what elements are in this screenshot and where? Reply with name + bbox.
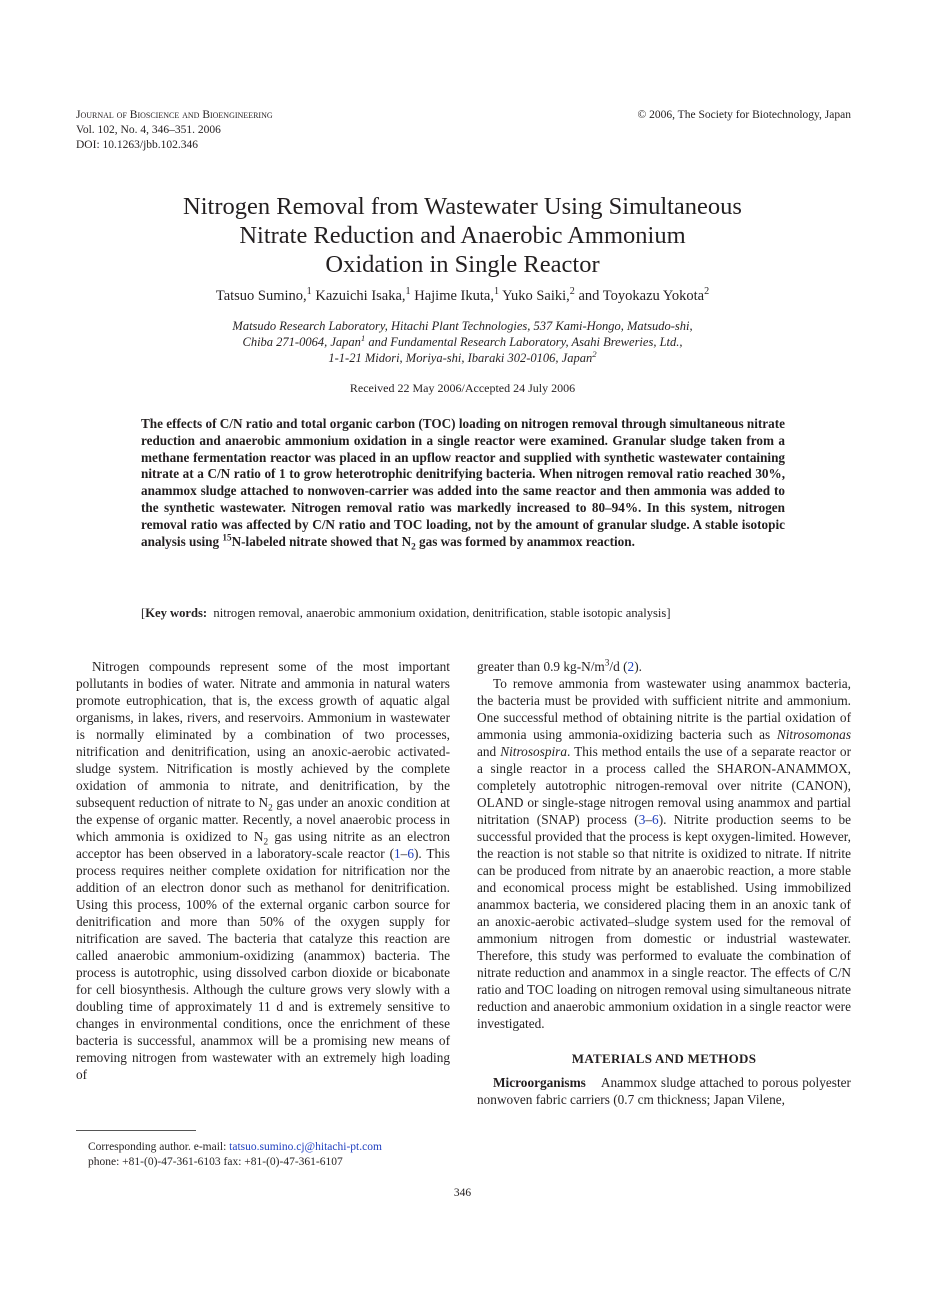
contact-phone-fax: phone: +81-(0)-47-361-6103 fax: +81-(0)-47-361-6107 xyxy=(88,1155,343,1168)
corresponding-author-footnote: Corresponding author. e-mail: tatsuo.sumino.cj@hitachi-pt.com phone: +81-(0)-47-361-6103 fax: +81-(0)-47-361-6107 xyxy=(88,1141,382,1168)
right-column xyxy=(477,658,851,1108)
doi-line: DOI: 10.1263/jbb.102.346 xyxy=(76,139,199,151)
body-paragraph: To remove ammonia from wastewater using anammox bacteria, the bacteria must be provided with sufficient nitrite and ammonium. One successful method of obtaining nitrite is the partial oxidation of ammonia using ammonia-oxidizing bacteria such as Nitrosomonas and Nitrosospira. This method entails the use of a separate reactor or a single reactor in a process called the SHARON-ANAMMOX, completely autotrophic nitrogen-removal over nitrite (CANON), OLAND or single-stage nitrogen removal using anammox and partial nitritation (SNAP) process (3–6). Nitrite production seems to be successful provided that the process is kept oxygen-limited. However, the reaction is not stable so that nitrite is oxidized to nitrate. If nitrite can be produced from nitrate by an anaerobic reaction, a more stable and economical process might be established. Using immobilized anammox bacteria, we considered placing them in an anoxic tank of an anoxic-aerobic activated–sludge system used for the removal of ammonium nitrogen from domestic or industrial wastewater. Therefore, this study was performed to evaluate the combination of nitrate reduction and anammox in a single reactor. The effects of C/N ratio and TOC loading on nitrogen removal using simultaneous nitrate reduction and anaerobic ammonium oxidation in a single reactor were investigated. xyxy=(477,676,852,1031)
reference-link[interactable]: 1 xyxy=(394,846,401,861)
keywords-text: nitrogen removal, anaerobic ammonium oxidation, denitrification, stable isotopic analysis xyxy=(213,606,667,620)
title-line-2: Nitrate Reduction and Anaerobic Ammonium xyxy=(239,222,686,249)
journal-name: Journal of Bioscience and Bioengineering xyxy=(76,109,273,121)
left-column xyxy=(76,658,450,1083)
affiliation-line-2: Chiba 271-0064, Japan$^1$ and Fundamental Research Laboratory, Asahi Breweries, Ltd., xyxy=(242,332,683,349)
author-email-link[interactable]: tatsuo.sumino.cj@hitachi-pt.com xyxy=(229,1141,382,1153)
author-name: Tatsuo Sumino, xyxy=(215,288,307,304)
title-line-3: Oxidation in Single Reactor xyxy=(325,251,600,278)
keywords-label: Key words: xyxy=(145,606,208,620)
reference-link[interactable]: 6 xyxy=(652,812,659,827)
author-affiliation-mark: 1 xyxy=(405,286,411,298)
author-affiliation-mark: 2 xyxy=(569,286,575,298)
affiliation-line-3: 1-1-21 Midori, Moriya-shi, Ibaraki 302-0106, Japan$^2$ xyxy=(328,348,597,365)
page-number: 346 xyxy=(453,1187,472,1199)
reference-link[interactable]: 3 xyxy=(638,812,646,827)
author-affiliation-mark: 1 xyxy=(306,286,312,298)
volume-line: Vol. 102, No. 4, 346–351. 2006 xyxy=(76,124,221,136)
author-name: Hajime Ikuta, xyxy=(414,288,494,304)
keywords: [Key words: nitrogen removal, anaerobic ammonium oxidation, denitrification, stable isotopic analysis] xyxy=(141,606,671,620)
affiliations xyxy=(0,318,925,366)
reference-link[interactable]: 2 xyxy=(627,659,635,674)
section-heading-methods: MATERIALS AND METHODS xyxy=(571,1051,757,1066)
author-name: Kazuichi Isaka, xyxy=(315,288,406,304)
author-affiliation-mark: 1 xyxy=(493,286,500,298)
affiliation-line-1: Matsudo Research Laboratory, Hitachi Plant Technologies, 537 Kami-Hongo, Matsudo-shi, xyxy=(232,319,693,333)
title-line-1: Nitrogen Removal from Wastewater Using Simultaneous xyxy=(183,193,742,220)
reference-link[interactable]: 6 xyxy=(407,846,414,861)
received-dates: Received 22 May 2006/Accepted 24 July 2006 xyxy=(349,381,576,395)
author-list xyxy=(0,288,925,305)
author-affiliation-mark: 2 xyxy=(704,286,710,298)
copyright-line: © 2006, The Society for Biotechnology, Japan xyxy=(637,109,851,121)
continued-paragraph: greater than 0.9 $kg-N/m^3/d$ (2). xyxy=(477,658,642,674)
journal-header xyxy=(76,108,273,153)
footnote-rule xyxy=(76,1130,196,1131)
author-name: and Toyokazu Yokota xyxy=(578,288,705,304)
abstract: The effects of C/N ratio and total organic carbon (TOC) loading on nitrogen removal through simultaneous nitrate reduction and anaerobic ammonium oxidation in a single reactor were examined. Granular sludge taken from a methane fermentation reactor was placed in an upflow reactor and supplied with synthetic wastewater containing nitrate at a C/N ratio of 1 to grow heterotrophic denitrifying bacteria. When nitrogen removal ratio reached 30%, anammox sludge attached to nonwoven-carrier was added into the same reactor and then ammonia was added to the synthetic wastewater. Nitrogen removal ratio was markedly increased to 80–94%. In this system, nitrogen removal ratio was affected by C/N ratio and TOC loading, not by the amount of granular sludge. A stable isotopic analysis using $^{15}$N-labeled nitrate showed that $N_2$ gas was formed by anammox reaction. xyxy=(141,416,785,552)
author-name: Yuko Saiki, xyxy=(502,288,570,304)
subsection-label: Microorganisms xyxy=(493,1075,586,1090)
paper-title xyxy=(0,192,925,279)
methods-paragraph: Microorganisms Anammox sludge attached to porous polyester nonwoven fabric carriers (0.7 cm thickness; Japan Vilene, xyxy=(477,1075,851,1107)
intro-paragraph: Nitrogen compounds represent some of the most important pollutants in bodies of water. Nitrate and ammonia in natural waters promote eutrophication, that is, the excess growth of aquatic algal organisms, in lakes, rivers, and reservoirs. Ammonium in wastewater is normally eliminated by a combination of two processes, nitrification and denitrification, using an anoxic-aerobic activated-sludge system. Nitrification is mostly achieved by the complete oxidation of ammonia to nitrate, and denitrification, by the subsequent reduction of nitrate to $N_2$ gas under an anoxic condition at the expense of organic matter. Recently, a novel anaerobic process in which ammonia is oxidized to $N_2$ gas using nitrite as an electron acceptor has been observed in a laboratory-scale reactor (1–6). This process requires neither complete oxidation for nitrification nor the addition of an electron donor such as methanol for denitrification. Using this process, 100% of the external organic carbon source for denitrification and more than 50% of the oxygen supply for nitrification are saved. The bacteria that catalyze this reaction are called anaerobic ammonium-oxidizing (anammox) bacteria. The process is autotrophic, using dissolved carbon dioxide or bicabonate for cell biosynthesis. Although the culture grows very slowly with a doubling time of approximately 11 d and is extremely sensitive to changes in environmental conditions, once the enrichment of these bacteria is successful, anammox will be a promising new means of removing nitrogen from wastewater with an extremely high loading of xyxy=(76,659,450,1082)
